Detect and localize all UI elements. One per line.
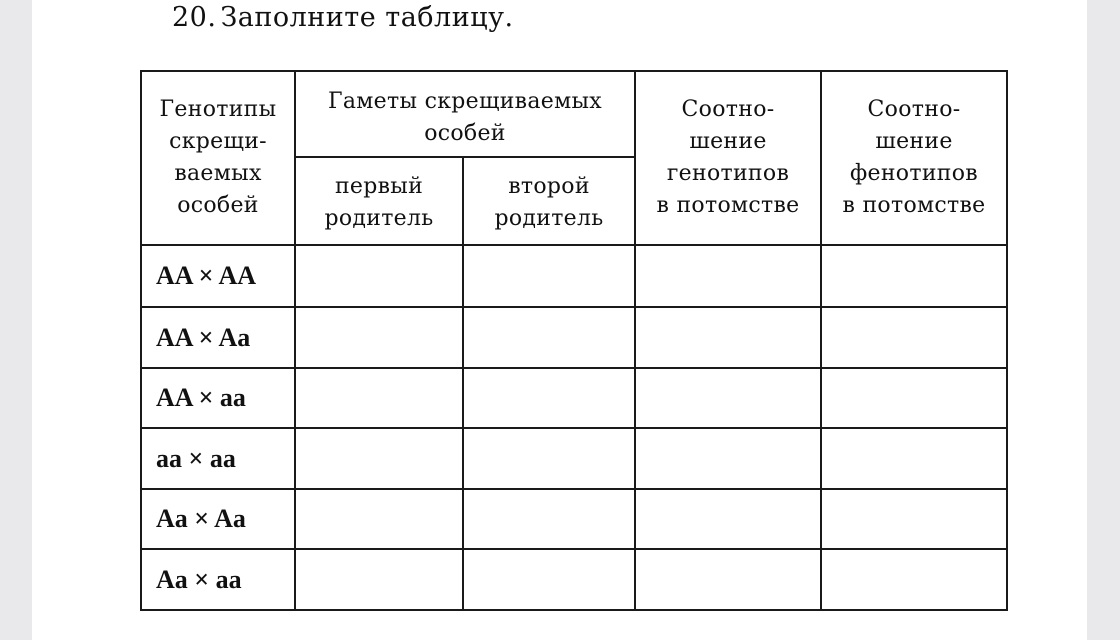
cross-cell: AA × AA: [141, 245, 295, 307]
phenotype-ratio-cell[interactable]: [821, 307, 1007, 368]
table-row: [141, 428, 1007, 489]
cross-cell: Aa × Aa: [141, 489, 295, 549]
header-row-1: [141, 71, 1007, 157]
phenotype-ratio-cell[interactable]: [821, 549, 1007, 610]
second-parent-gametes-cell[interactable]: [463, 428, 635, 489]
task-number: 20.: [172, 2, 217, 33]
first-parent-gametes-cell[interactable]: [295, 368, 463, 428]
table-row: [141, 489, 1007, 549]
header-gametes: Гаметы скрещиваемых особей: [295, 71, 635, 157]
genotype-ratio-cell[interactable]: [635, 549, 821, 610]
second-parent-gametes-cell[interactable]: [463, 549, 635, 610]
second-parent-gametes-cell[interactable]: [463, 368, 635, 428]
genotype-ratio-cell[interactable]: [635, 489, 821, 549]
phenotype-ratio-cell[interactable]: [821, 245, 1007, 307]
header-genotypes: Генотипы скрещи- ваемых особей: [141, 71, 295, 245]
genotype-ratio-cell[interactable]: [635, 368, 821, 428]
cross-cell: Aa × aa: [141, 549, 295, 610]
cross-cell: AA × aa: [141, 368, 295, 428]
cross-cell: aa × aa: [141, 428, 295, 489]
genetics-table: [140, 70, 1008, 611]
table-row: [141, 368, 1007, 428]
cross-cell: AA × Aa: [141, 307, 295, 368]
header-genotype-ratio: Соотно- шение генотипов в потомстве: [635, 71, 821, 245]
second-parent-gametes-cell[interactable]: [463, 245, 635, 307]
first-parent-gametes-cell[interactable]: [295, 549, 463, 610]
genotype-ratio-cell[interactable]: [635, 307, 821, 368]
phenotype-ratio-cell[interactable]: [821, 428, 1007, 489]
first-parent-gametes-cell[interactable]: [295, 307, 463, 368]
genotype-ratio-cell[interactable]: [635, 245, 821, 307]
task-text: Заполните таблицу.: [220, 2, 514, 33]
first-parent-gametes-cell[interactable]: [295, 489, 463, 549]
header-phenotype-ratio: Соотно- шение фенотипов в потомстве: [821, 71, 1007, 245]
phenotype-ratio-cell[interactable]: [821, 489, 1007, 549]
task-title: [172, 2, 514, 33]
second-parent-gametes-cell[interactable]: [463, 489, 635, 549]
phenotype-ratio-cell[interactable]: [821, 368, 1007, 428]
table-row: [141, 245, 1007, 307]
first-parent-gametes-cell[interactable]: [295, 245, 463, 307]
genotype-ratio-cell[interactable]: [635, 428, 821, 489]
first-parent-gametes-cell[interactable]: [295, 428, 463, 489]
table-row: [141, 307, 1007, 368]
second-parent-gametes-cell[interactable]: [463, 307, 635, 368]
header-first-parent: первый родитель: [295, 157, 463, 245]
table-row: [141, 549, 1007, 610]
header-second-parent: второй родитель: [463, 157, 635, 245]
